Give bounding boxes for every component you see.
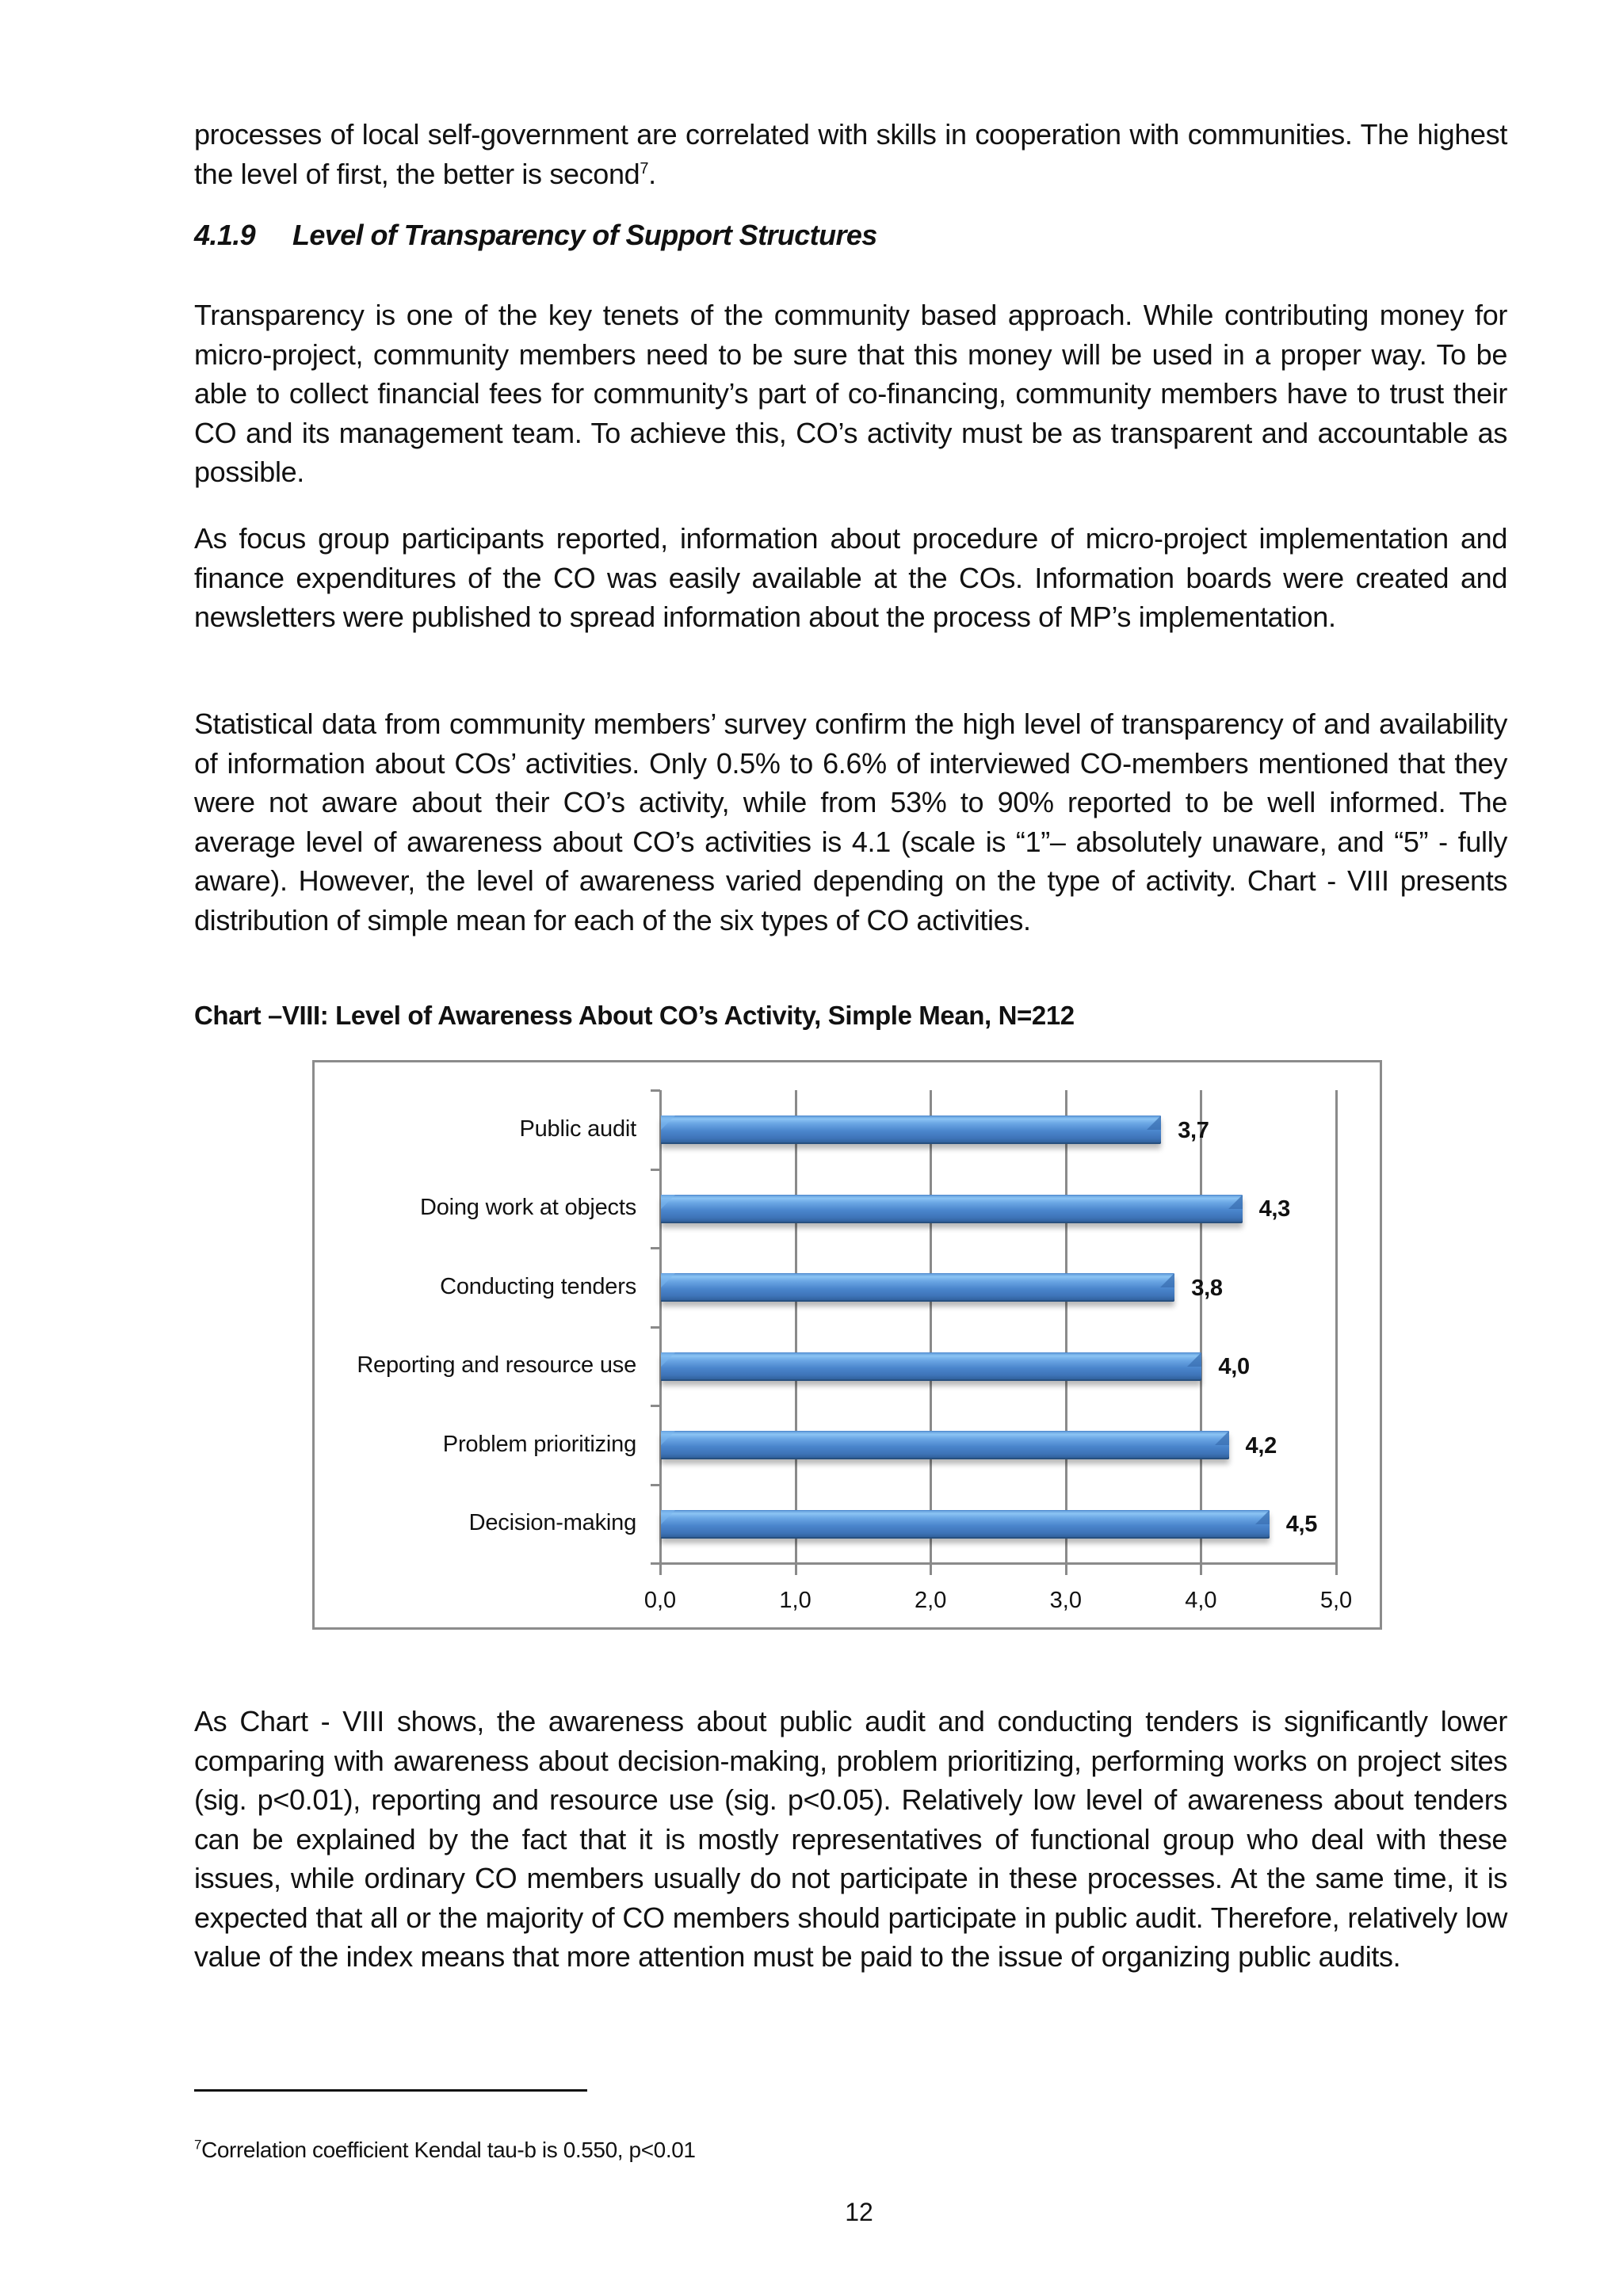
intro-tail: . xyxy=(648,157,656,190)
paragraph-chart-discussion: As Chart - VIII shows, the awareness about public audit and conducting tenders is significantly lower comparing with awareness about decision-making, problem prioritizing, performing works on project sites (sig. p<0.01), reporting and resource use (sig. p<0.05). Relatively low level of awareness about tenders can be explained by the fact that it is mostly representatives of functional group who deal with these issues, while ordinary CO members usually do not participate in these processes. At the same time, it is expected that all or the majority of CO members should participate in public audit. Therefore, relatively low value of the index means that more attention must be paid to the issue of organizing public audits. xyxy=(194,1705,1507,1973)
chart-row xyxy=(357,1327,1336,1406)
chart-row xyxy=(468,1485,1336,1564)
category-label: Doing work at objects xyxy=(419,1195,636,1221)
y-tick-mark xyxy=(651,1484,660,1486)
x-tick-label: 5,0 xyxy=(1319,1588,1353,1613)
value-label: 4,0 xyxy=(1218,1354,1250,1380)
section-heading xyxy=(194,215,1507,255)
chart-row xyxy=(442,1405,1336,1485)
paragraph-focus-group: As focus group participants reported, information about procedure of micro-project implementation and finance expenditures of the CO was easily available at the COs. Information boards were created and newsletters were published to spread information about the process of MP’s implementation. xyxy=(194,522,1507,633)
chart-row xyxy=(419,1169,1336,1249)
value-label: 4,2 xyxy=(1245,1432,1277,1459)
x-tick-mark xyxy=(1065,1562,1067,1573)
x-tick-label: 3,0 xyxy=(1049,1588,1082,1613)
x-tick-label: 2,0 xyxy=(915,1588,947,1613)
footnote xyxy=(194,2136,696,2164)
chart-caption: Chart –VIII: Level of Awareness About CO’s Activity, Simple Mean, N=212 xyxy=(194,1001,1075,1030)
y-tick-mark xyxy=(651,1169,660,1171)
paragraph-transparency: Transparency is one of the key tenets of the community based approach. While contributing money for micro-project, community members need to be sure that this money will be used in a proper way. To be able to collect financial fees for community’s part of co-financing, community members have to trust their CO and its management team. To achieve this, CO’s activity must be as transparent and accountable as possible. xyxy=(194,299,1507,488)
y-tick-mark xyxy=(651,1247,660,1249)
chart-row xyxy=(519,1090,1336,1169)
y-tick-mark xyxy=(651,1405,660,1407)
category-label: Public audit xyxy=(519,1116,636,1142)
x-tick-label: 4,0 xyxy=(1185,1588,1217,1613)
x-tick-mark xyxy=(1335,1562,1338,1573)
x-tick-label: 0,0 xyxy=(643,1588,677,1613)
value-label: 4,5 xyxy=(1285,1512,1318,1538)
value-label: 3,8 xyxy=(1191,1275,1223,1301)
category-label: Decision-making xyxy=(468,1510,636,1536)
category-label: Reporting and resource use xyxy=(357,1352,636,1379)
bar xyxy=(661,1116,1161,1144)
intro-paragraph xyxy=(194,115,1507,193)
category-label: Problem prioritizing xyxy=(442,1431,636,1457)
value-label: 4,3 xyxy=(1258,1196,1290,1222)
y-tick-mark xyxy=(651,1562,660,1565)
footnote-number: 7 xyxy=(194,2137,202,2153)
bar xyxy=(661,1431,1229,1459)
x-tick-mark xyxy=(795,1562,797,1573)
bar xyxy=(661,1195,1243,1223)
footnote-ref[interactable]: 7 xyxy=(640,159,649,177)
y-tick-mark xyxy=(651,1326,660,1329)
section-title: Level of Transparency of Support Structures xyxy=(292,219,877,251)
x-tick-label: 1,0 xyxy=(779,1588,812,1613)
bar-chart xyxy=(312,1060,1382,1630)
page-number: 12 xyxy=(845,2198,873,2226)
chart-row xyxy=(440,1248,1336,1327)
y-tick-mark xyxy=(651,1089,660,1092)
footnote-text: Correlation coefficient Kendal tau-b is 0.550, p<0.01 xyxy=(201,2138,696,2162)
chart-plot-area xyxy=(357,1090,1353,1613)
bar xyxy=(661,1352,1201,1381)
category-label: Conducting tenders xyxy=(440,1273,636,1299)
x-tick-mark xyxy=(1200,1562,1202,1573)
x-tick-mark xyxy=(930,1562,932,1573)
bar xyxy=(661,1510,1270,1539)
intro-text: processes of local self-government are correlated with skills in cooperation with communities. The highest the level of first, the better is second xyxy=(194,118,1507,190)
paragraph-statistics: Statistical data from community members’ survey confirm the high level of transparency of and availability of information about COs’ activities. Only 0.5% to 6.6% of interviewed CO-members mentioned that they were not aware about their CO’s activity, while from 53% to 90% reported to be well informed. The average level of awareness about CO’s activities is 4.1 (scale is “1”– absolutely unaware, and “5” - fully aware). However, the level of awareness varied depending on the type of activity. Chart - VIII presents distribution of simple mean for each of the six types of CO activities. xyxy=(194,707,1507,936)
section-number: 4.1.9 xyxy=(194,219,256,251)
value-label: 3,7 xyxy=(1178,1117,1209,1143)
bar xyxy=(661,1273,1174,1302)
footnote-separator xyxy=(194,2089,587,2092)
